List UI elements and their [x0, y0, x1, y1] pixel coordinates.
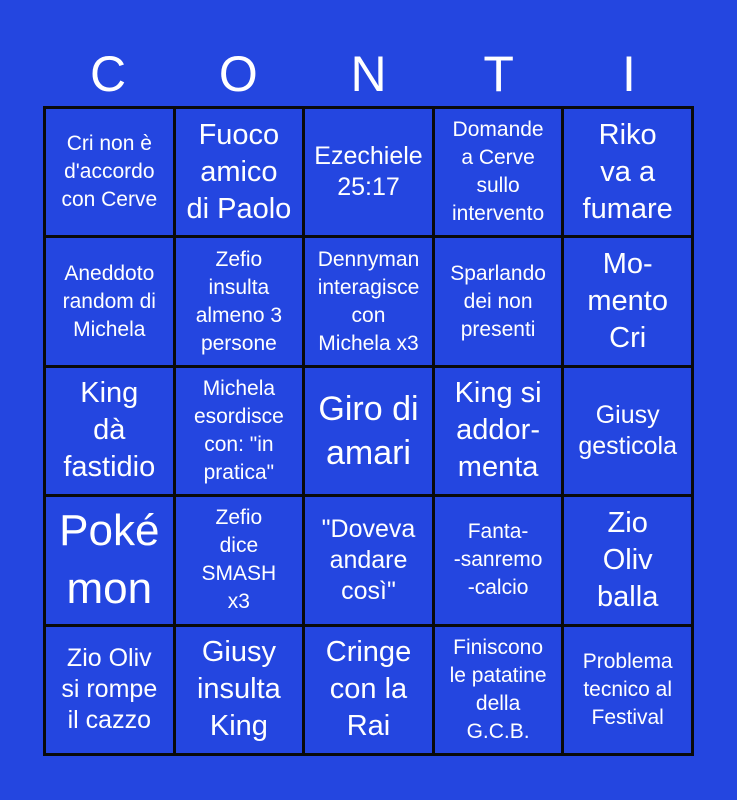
- bingo-title: [43, 44, 694, 104]
- cell-text: Mo- mento Cri: [587, 248, 668, 355]
- title-letter-o: O: [218, 46, 258, 102]
- cell-text: Fanta- -sanremo -calcio: [453, 520, 543, 600]
- cell-text: King si addor- menta: [454, 377, 542, 484]
- bingo-cell[interactable]: [564, 368, 691, 494]
- cell-text: Cri non è d'accordo con Cerve: [61, 132, 158, 212]
- cell-text: Finiscono le patatine della G.C.B.: [449, 635, 547, 743]
- bingo-cell[interactable]: [305, 627, 432, 753]
- bingo-cell[interactable]: [176, 497, 303, 623]
- cell-text: Ezechiele 25:17: [314, 142, 423, 202]
- bingo-cell[interactable]: [176, 109, 303, 235]
- bingo-cell[interactable]: [435, 368, 562, 494]
- cell-text: Giusy insulta King: [196, 636, 281, 743]
- bingo-cell[interactable]: [305, 368, 432, 494]
- bingo-cell[interactable]: [46, 627, 173, 753]
- bingo-cell[interactable]: [46, 238, 173, 364]
- cell-text: Giro di amari: [318, 389, 419, 472]
- cell-text: Aneddoto random di Michela: [62, 261, 156, 341]
- bingo-cell[interactable]: [435, 238, 562, 364]
- cell-text: King dà fastidio: [63, 377, 156, 484]
- bingo-cell[interactable]: [176, 238, 303, 364]
- bingo-cell[interactable]: [176, 627, 303, 753]
- cell-text: Zio Oliv balla: [597, 506, 659, 613]
- bingo-cell[interactable]: [435, 109, 562, 235]
- cell-text: Cringe con la Rai: [325, 636, 412, 743]
- bingo-cell[interactable]: [435, 497, 562, 623]
- bingo-cell[interactable]: [305, 109, 432, 235]
- cell-text: Riko va a fumare: [582, 118, 673, 225]
- title-letter-t: T: [483, 46, 514, 102]
- title-letter-n: N: [350, 46, 387, 102]
- cell-text: Zio Oliv si rompe il cazzo: [61, 644, 158, 735]
- title-letter-i: I: [621, 46, 636, 102]
- cell-text: Zefio insulta almeno 3 persone: [195, 247, 283, 355]
- cell-text: Sparlando dei non presenti: [450, 261, 546, 341]
- cell-text: "Doveva andare così": [321, 514, 416, 605]
- bingo-cell[interactable]: [46, 368, 173, 494]
- title-letter-c: C: [90, 46, 127, 102]
- bingo-cell[interactable]: [46, 109, 173, 235]
- cell-text: Problema tecnico al Festival: [582, 649, 673, 729]
- bingo-cell[interactable]: [564, 238, 691, 364]
- cell-text: Zefio dice SMASH x3: [201, 506, 277, 614]
- bingo-cell[interactable]: [46, 497, 173, 623]
- cell-text: Giusy gesticola: [578, 400, 678, 460]
- bingo-cell[interactable]: [564, 497, 691, 623]
- bingo-cell[interactable]: [305, 497, 432, 623]
- cell-text: Michela esordisce con: "in pratica": [193, 376, 284, 484]
- bingo-board: [43, 106, 694, 756]
- bingo-cell[interactable]: [176, 368, 303, 494]
- cell-text: Fuoco amico di Paolo: [186, 118, 292, 225]
- cell-text: Dennyman interagisce con Michela x3: [317, 247, 420, 355]
- bingo-cell[interactable]: [564, 627, 691, 753]
- bingo-cell[interactable]: [564, 109, 691, 235]
- cell-text: Domande a Cerve sullo intervento: [451, 118, 545, 226]
- cell-text: Poké mon: [59, 506, 160, 614]
- bingo-cell[interactable]: [305, 238, 432, 364]
- bingo-cell[interactable]: [435, 627, 562, 753]
